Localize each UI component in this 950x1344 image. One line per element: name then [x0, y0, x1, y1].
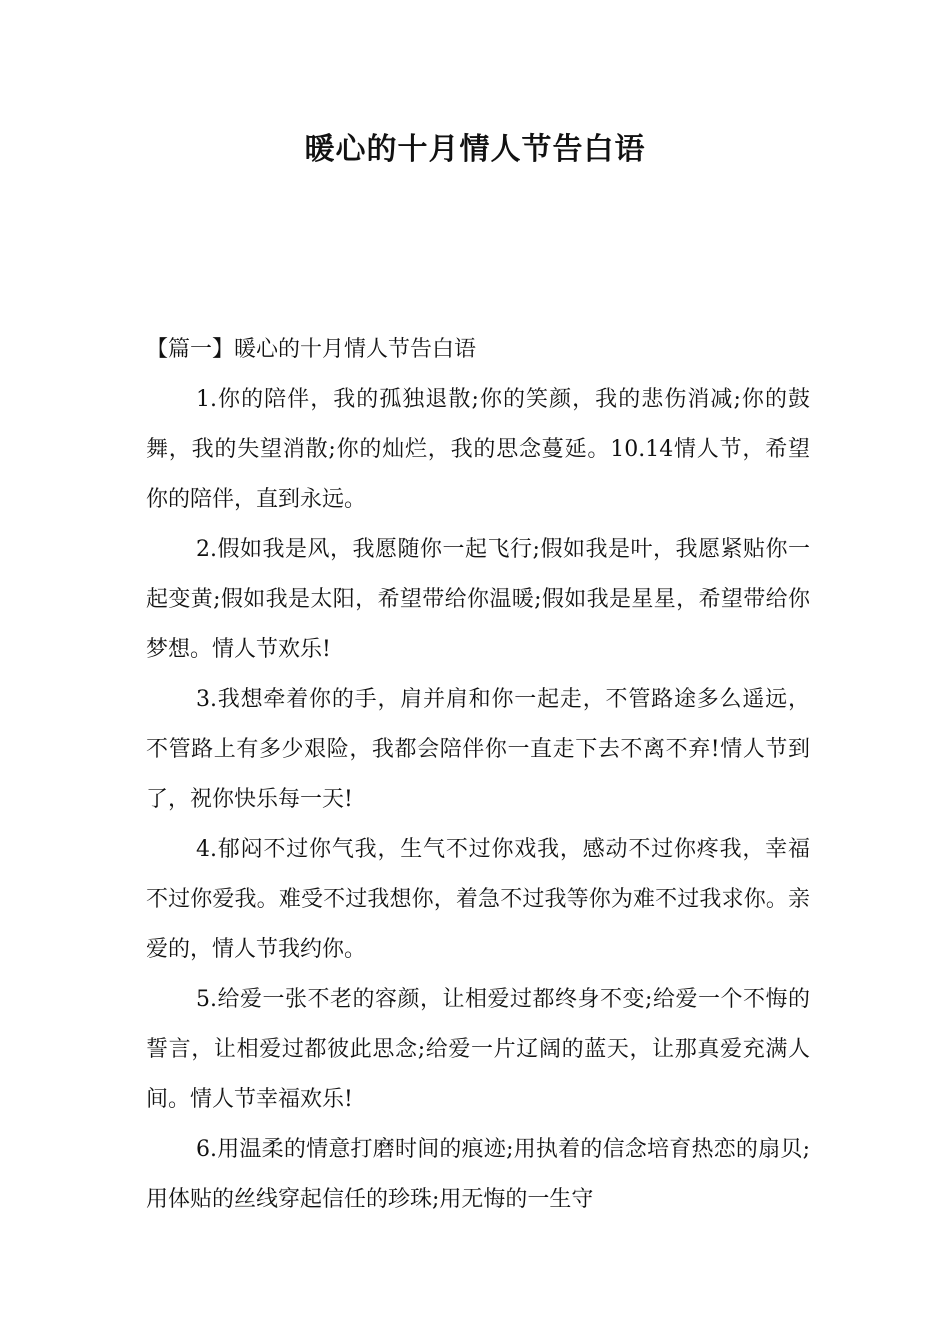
paragraph-2: 2.假如我是风，我愿随你一起飞行;假如我是叶，我愿紧贴你一起变黄;假如我是太阳，希望带给你温暖;假如我是星星，希望带给你梦想。情人节欢乐!	[146, 537, 810, 662]
document-title: 暖心的十月情人节告白语	[304, 132, 646, 167]
paragraph-5: 5.给爱一张不老的容颜，让相爱过都终身不变;给爱一个不悔的誓言，让相爱过都彼此思念;给爱一片辽阔的蓝天，让那真爱充满人间。情人节幸福欢乐!	[146, 987, 810, 1112]
document-body	[146, 325, 810, 1225]
paragraph-1: 1.你的陪伴，我的孤独退散;你的笑颜，我的悲伤消减;你的鼓舞，我的失望消散;你的灿烂，我的思念蔓延。10.14情人节，希望你的陪伴，直到永远。	[146, 387, 810, 512]
section-heading: 【篇一】暖心的十月情人节告白语	[146, 337, 477, 362]
paragraph-3: 3.我想牵着你的手，肩并肩和你一起走，不管路途多么遥远，不管路上有多少艰险，我都会陪伴你一直走下去不离不弃!情人节到了，祝你快乐每一天!	[146, 687, 810, 812]
paragraph-4: 4.郁闷不过你气我，生气不过你戏我，感动不过你疼我，幸福不过你爱我。难受不过我想你，着急不过我等你为难不过我求你。亲爱的，情人节我约你。	[146, 837, 810, 962]
paragraph-6: 6.用温柔的情意打磨时间的痕迹;用执着的信念培育热恋的扇贝;用体贴的丝线穿起信任的珍珠;用无悔的一生守	[146, 1137, 810, 1212]
